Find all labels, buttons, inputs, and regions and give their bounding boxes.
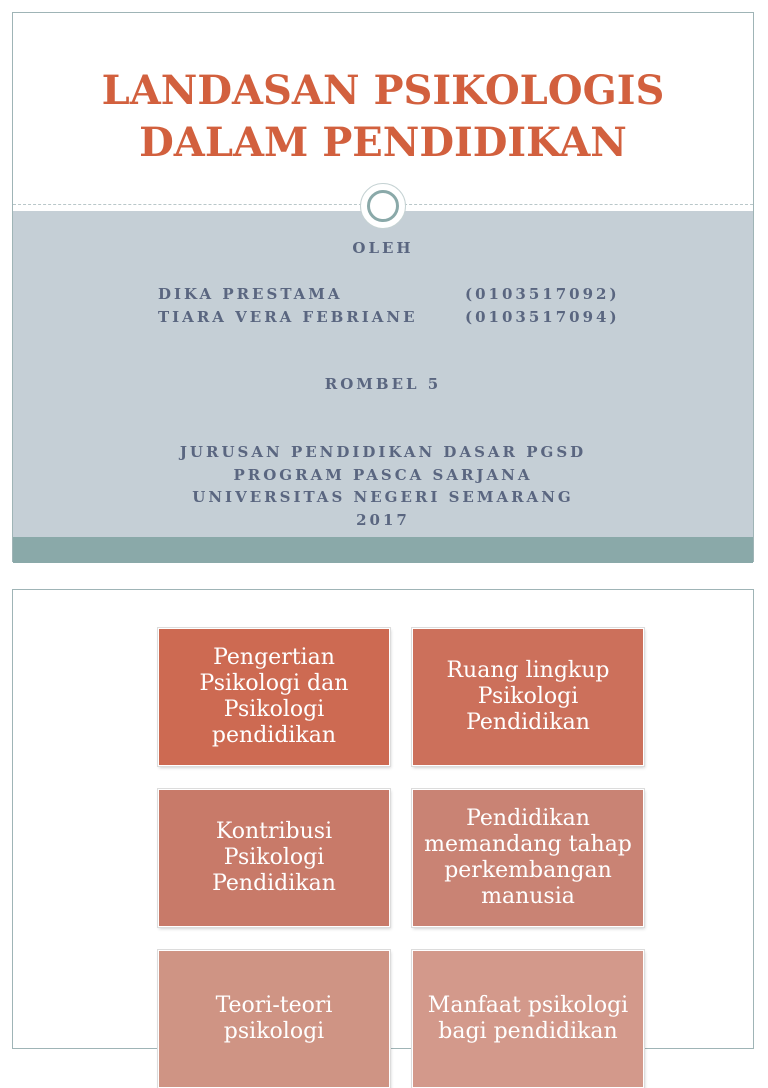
tile-text-line: memandang tahap (424, 832, 632, 857)
slide-title-line-2: DALAM PENDIDIKAN (139, 119, 627, 166)
tile-text-line: pendidikan (211, 723, 337, 748)
institution-line: JURUSAN PENDIDIKAN DASAR PGSD (179, 443, 587, 461)
tile-text-line: Kontribusi (215, 819, 333, 844)
tile-text-line: Psikologi dan (199, 671, 349, 696)
tile-text-line: Pendidikan (212, 871, 336, 896)
year-label: 2017 (356, 511, 410, 529)
tile-text-line: Ruang lingkup (446, 658, 610, 683)
tile-text-line: manusia (481, 884, 575, 909)
tile-text-line: Psikologi (223, 697, 325, 722)
tile-text-line: Pendidikan (466, 710, 590, 735)
institution-line: UNIVERSITAS NEGERI SEMARANG (192, 488, 574, 506)
slide-title (13, 65, 753, 169)
tile-text-line: psikologi (223, 1019, 325, 1044)
outline-tile (412, 950, 644, 1088)
tile-text-line: Pendidikan (466, 806, 590, 831)
outline-tile (412, 628, 644, 766)
author-id: (0103517092) (465, 285, 620, 303)
rombel-label: ROMBEL 5 (324, 375, 442, 393)
circle-ornament-icon (360, 183, 406, 229)
oleh-label: OLEH (352, 239, 414, 257)
tile-text-line: perkembangan (444, 858, 612, 883)
author-id: (0103517094) (465, 308, 620, 326)
tile-text-line: Psikologi (477, 684, 579, 709)
tile-text-line: Pengertian (213, 645, 335, 670)
outline-tile (158, 789, 390, 927)
author-name: DIKA PRESTAMA (158, 285, 343, 303)
tile-text-line: Psikologi (223, 845, 325, 870)
bottom-accent-bar (13, 537, 753, 563)
outline-slide (12, 589, 754, 1049)
tile-text-line: bagi pendidikan (438, 1019, 618, 1044)
title-slide (12, 12, 754, 562)
institution-line: PROGRAM PASCA SARJANA (233, 466, 533, 484)
outline-tile (158, 628, 390, 766)
tile-text-line: Manfaat psikologi (427, 993, 629, 1018)
tile-text-line: Teori-teori (215, 993, 333, 1018)
outline-tile (412, 789, 644, 927)
outline-tile (158, 950, 390, 1088)
slide-title-line-1: LANDASAN PSIKOLOGIS (101, 67, 665, 114)
author-name: TIARA VERA FEBRIANE (158, 308, 418, 326)
